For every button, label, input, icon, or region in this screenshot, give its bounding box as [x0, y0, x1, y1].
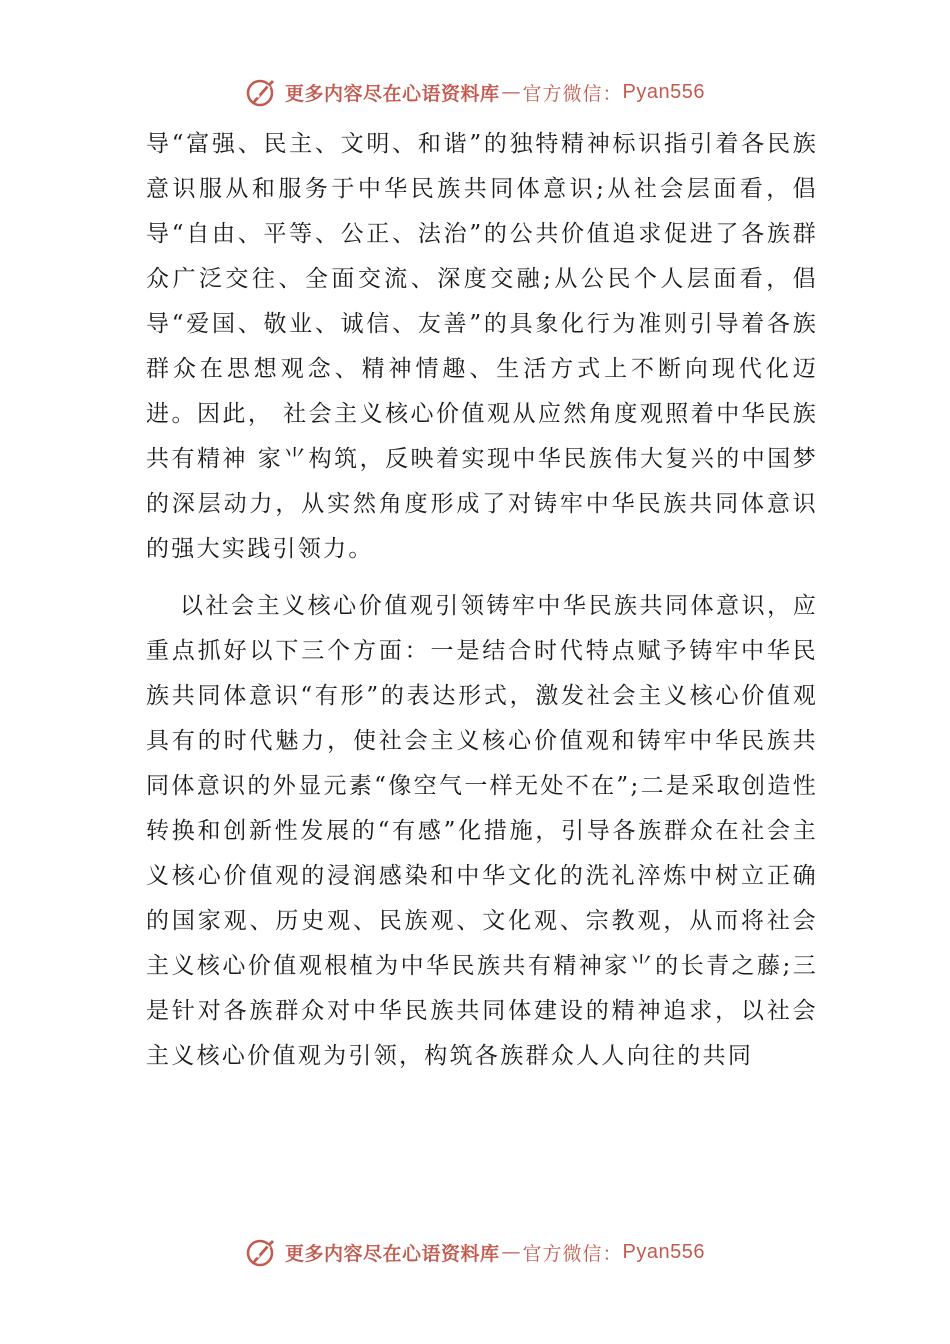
header-watermark: [0, 72, 950, 112]
pen-nib-circle-logo-icon: [245, 1235, 279, 1269]
watermark-label: 官方微信：: [522, 82, 623, 105]
document-body: [146, 122, 818, 1079]
paragraph-1: 导“富强、民主、文明、和谐”的独特精神标识指引着各民族意识服从和服务于中华民族共同体意识;从社会层面看，倡导“自由、平等、公正、法治”的公共价值追求促进了各族群众广泛交往、全面交流、深度交融;从公民个人层面看，倡导“爱国、敬业、诚信、友善”的具象化行为准则引导着各族群众在思想观念、精神情趣、生活方式上不断向现代化迈进。因此， 社会主义核心价值观从应然角度观照着中华民族共有精神 家⺌构筑，反映着实现中华民族伟大复兴的中国梦的深层动力，从实然角度形成了对铸牢中华民族共同体意识的强大实践引领力。: [146, 131, 818, 562]
watermark-wechat-id: Pyan556: [622, 1240, 705, 1263]
watermark-main-text: 更多内容尽在心语资料库: [285, 82, 500, 105]
watermark-wechat-id: Pyan556: [622, 80, 705, 103]
watermark-label: 官方微信：: [522, 1242, 623, 1265]
pen-nib-circle-logo-icon: [245, 75, 279, 109]
footer-watermark: [0, 1232, 950, 1272]
watermark-separator: —: [501, 81, 521, 103]
watermark-separator: —: [501, 1241, 521, 1263]
paragraph-2: 以社会主义核心价值观引领铸牢中华民族共同体意识，应重点抓好以下三个方面：一是结合时代特点赋予铸牢中华民族共同体意识“有形”的表达形式，激发社会主义核心价值观具有的时代魅力，使社会主义核心价值观和铸牢中华民族共同体意识的外显元素“像空气一样无处不在”;二是采取创造性转换和创新性发展的“有感”化措施，引导各族群众在社会主义核心价值观的浸润感染和中华文化的洗礼淬炼中树立正确的国家观、历史观、民族观、文化观、宗教观，从而将社会主义核心价值观根植为中华民族共有精神家⺌的长青之藤;三是针对各族群众对中华民族共同体建设的精神追求，以社会主义核心价值观为引领，构筑各族群众人人向往的共同: [146, 593, 818, 1069]
watermark-main-text: 更多内容尽在心语资料库: [285, 1242, 500, 1265]
